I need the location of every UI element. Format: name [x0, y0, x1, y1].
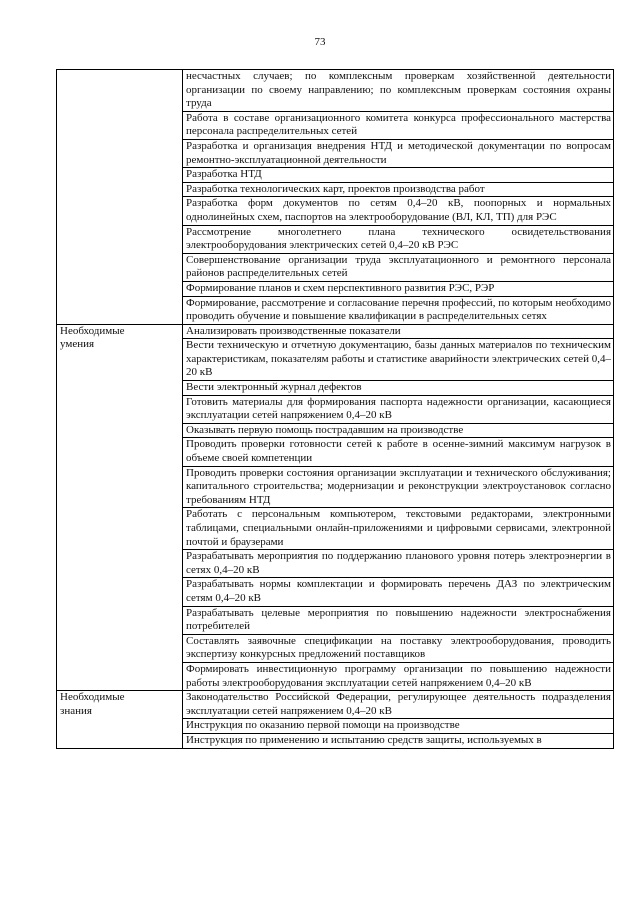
table-cell: Оказывать первую помощь пострадавшим на производстве — [183, 423, 614, 438]
section-label-text: Необходимые знания — [60, 691, 125, 717]
section-label — [57, 324, 183, 690]
table-cell: Формировать инвестиционную программу организации по повышению надежности работы электрооборудования эксплуатации сетей напряжением 0,4–20 кВ — [183, 662, 614, 690]
table-cell: Разрабатывать целевые мероприятия по повышению надежности электроснабжения потребителей — [183, 606, 614, 634]
table-cell: Разработка технологических карт, проектов производства работ — [183, 182, 614, 197]
table-cell: Вести техническую и отчетную документацию, базы данных материалов по техническим характеристикам, показателям работы и статистике аварийности электрических сетей 0,4–20 кВ — [183, 339, 614, 381]
table-cell: Вести электронный журнал дефектов — [183, 381, 614, 396]
table-cell: Разработка форм документов по сетям 0,4–20 кВ, поопорных и нормальных однолинейных схем, паспортов на электрооборудование (ВЛ, КЛ, ТП) для РЭС — [183, 197, 614, 225]
table-cell: Анализировать производственные показатели — [183, 324, 614, 339]
table-cell: Инструкция по применению и испытанию средств защиты, используемых в — [183, 733, 614, 748]
qualification-table — [56, 69, 614, 749]
table-cell: Работать с персональным компьютером, текстовыми редакторами, электронными таблицами, специальными онлайн-приложениями и цифровыми сервисами, электронной почтой и браузерами — [183, 508, 614, 550]
table-row — [57, 70, 614, 112]
table-row — [57, 691, 614, 719]
table-cell: Работа в составе организационного комитета конкурса профессионального мастерства персонала распределительных сетей — [183, 111, 614, 139]
table-cell: Проводить проверки готовности сетей к работе в осенне-зимний максимум нагрузок в объеме своей компетенции — [183, 438, 614, 466]
page-number: 73 — [314, 36, 326, 48]
section-label-text: Необходимые умения — [60, 324, 125, 351]
table-cell: Разработка НТД — [183, 168, 614, 183]
table-cell: Проводить проверки состояния организации эксплуатации и технического обслуживания; капитального строительства; модернизации и реконструкции электроустановок согласно требованиям НТД — [183, 466, 614, 508]
table-cell: Инструкция по оказанию первой помощи на производстве — [183, 719, 614, 734]
table-cell: Рассмотрение многолетнего плана технического освидетельствования электрооборудования электрических сетей 0,4–20 кВ РЭС — [183, 225, 614, 253]
table-cell: Составлять заявочные спецификации на поставку электрооборудования, проводить экспертизу конкурсных предложений поставщиков — [183, 634, 614, 662]
table-cell: несчастных случаев; по комплексным проверкам хозяйственной деятельности организации по своему направлению; по комплексным проверкам состояния охраны труда — [183, 70, 614, 112]
table-cell: Разрабатывать нормы комплектации и формировать перечень ДАЗ по электрическим сетям 0,4–20 кВ — [183, 578, 614, 606]
table-row — [57, 324, 614, 339]
section-label — [57, 691, 183, 748]
table-cell: Формирование планов и схем перспективного развития РЭС, РЭР — [183, 281, 614, 296]
table-cell: Разрабатывать мероприятия по поддержанию планового уровня потерь электроэнергии в сетях 0,4–20 кВ — [183, 550, 614, 578]
table-cell: Совершенствование организации труда эксплуатационного и ремонтного персонала районов распределительных сетей — [183, 253, 614, 281]
table-cell: Законодательство Российской Федерации, регулирующее деятельность подразделения эксплуатации сетей напряжением 0,4–20 кВ — [183, 691, 614, 719]
table-cell: Готовить материалы для формирования паспорта надежности организации, касающиеся эксплуатации сетей напряжением 0,4–20 кВ — [183, 395, 614, 423]
table-cell: Разработка и организация внедрения НТД и методической документации по вопросам ремонтно-эксплуатационной деятельности — [183, 139, 614, 167]
section-label — [57, 70, 183, 325]
table-cell: Формирование, рассмотрение и согласование перечня профессий, по которым необходимо проводить обучение и повышение квалификации в распределительных сетях — [183, 296, 614, 324]
